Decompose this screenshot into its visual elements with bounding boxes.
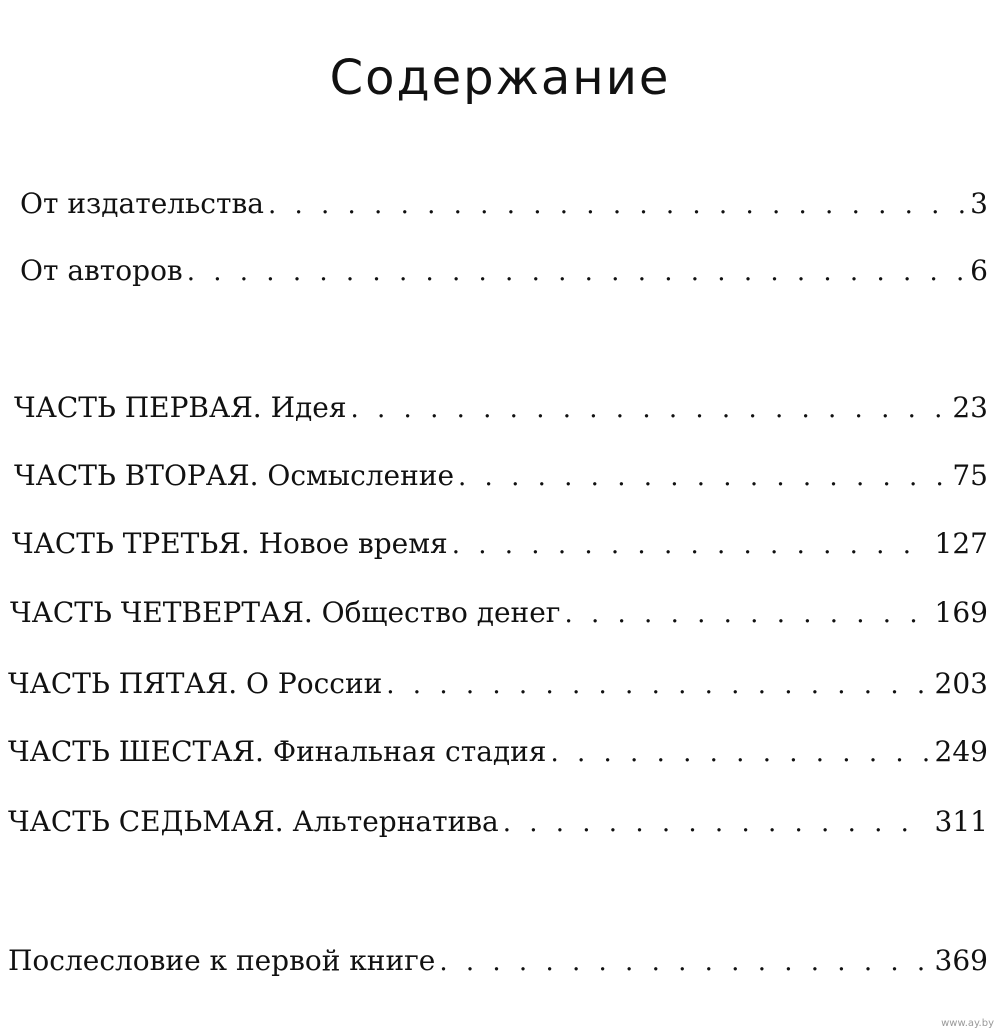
toc-entry-label: От авторов xyxy=(20,254,183,287)
toc-entry-label: ЧАСТЬ ТРЕТЬЯ. Новое время xyxy=(12,527,448,560)
toc-entry-part-2 xyxy=(14,456,988,496)
toc-entry-label: ЧАСТЬ СЕДЬМАЯ. Альтернатива xyxy=(8,805,499,838)
toc-leader-dots xyxy=(564,594,928,634)
toc-entry-page: 369 xyxy=(934,944,988,977)
toc-entry-from-publisher xyxy=(20,184,988,224)
toc-entry-part-4 xyxy=(10,593,988,633)
toc-entry-label: Послесловие к первой книге xyxy=(8,944,436,977)
toc-entry-page: 311 xyxy=(934,805,988,838)
toc-entry-part-3 xyxy=(12,524,988,564)
toc-entry-part-7 xyxy=(8,802,988,842)
toc-entry-label: ЧАСТЬ ЧЕТВЕРТАЯ. Общество денег xyxy=(10,596,561,629)
toc-leader-dots xyxy=(439,942,928,982)
toc-entry-afterword xyxy=(8,941,988,981)
toc-entry-label: ЧАСТЬ ПЯТАЯ. О России xyxy=(8,667,383,700)
toc-leader-dots xyxy=(503,803,929,843)
watermark: www.ay.by xyxy=(941,1018,994,1029)
toc-entry-part-1 xyxy=(14,388,988,428)
toc-leader-dots xyxy=(386,665,928,705)
toc-leader-dots xyxy=(268,185,964,225)
toc-entry-label: От издательства xyxy=(20,187,264,220)
toc-leader-dots xyxy=(187,252,964,292)
toc-entry-page: 127 xyxy=(934,527,988,560)
toc-entry-page: 75 xyxy=(952,459,988,492)
page-title: Содержание xyxy=(329,50,671,106)
toc-leader-dots xyxy=(452,525,929,565)
toc-entry-label: ЧАСТЬ ВТОРАЯ. Осмысление xyxy=(14,459,455,492)
toc-entry-page: 169 xyxy=(934,596,988,629)
toc-entry-page: 3 xyxy=(970,187,988,220)
toc-entry-part-6 xyxy=(8,732,988,772)
toc-entry-part-5 xyxy=(8,664,988,704)
toc-entry-label: ЧАСТЬ ПЕРВАЯ. Идея xyxy=(14,391,347,424)
toc-leader-dots xyxy=(550,733,928,773)
toc-leader-dots xyxy=(458,457,946,497)
toc-entry-page: 6 xyxy=(970,254,988,287)
toc-entry-label: ЧАСТЬ ШЕСТАЯ. Финальная стадия xyxy=(8,735,547,768)
toc-entry-page: 203 xyxy=(934,667,988,700)
toc-entry-from-authors xyxy=(20,251,988,291)
toc-leader-dots xyxy=(351,389,947,429)
toc-entry-page: 249 xyxy=(934,735,988,768)
toc-entry-page: 23 xyxy=(952,391,988,424)
